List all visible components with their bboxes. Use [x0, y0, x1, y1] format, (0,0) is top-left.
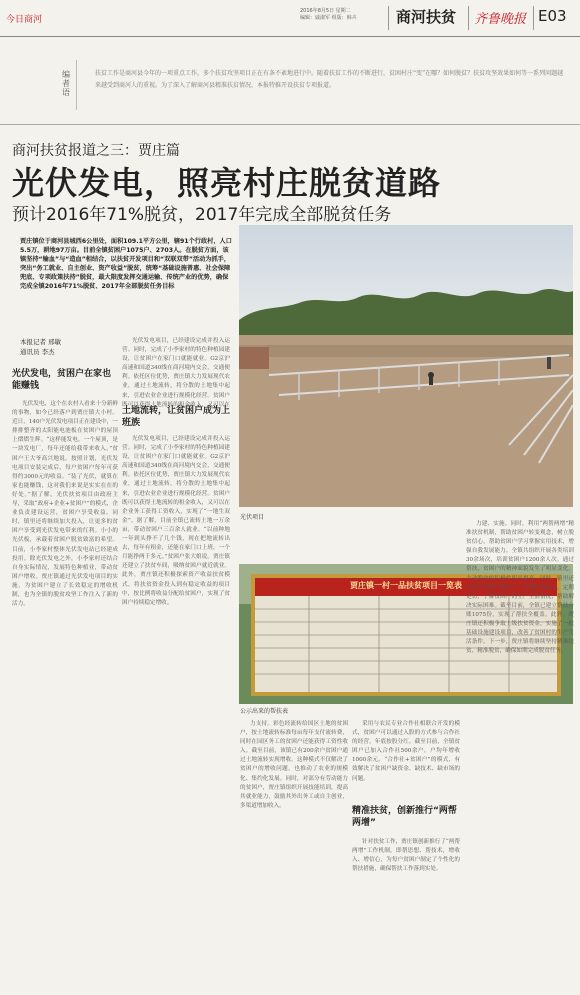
body-column-1: 光伏发电，这个在农村人看来十分新鲜的事物，如今已经落户到贾庄镇大小村。近日，140户光伏发电项目正在建设中，一排排整齐的太阳能电池板在贫困户的屋顶上熠熠生辉。“这样能发电，一个屋顶，是一块发电厂，每年还能给我带来收入。”贫困户王大爷高兴地说。按照计划，光伏发电项目安装完成后，每户贫困户每年可获得约3000元的收益。“装了光伏，就算在家也能赚钱，这对我们来说是实实在在的好处。”据了解，光伏扶贫项目由政府主导，采取“政府+企业+贫困户”的模式，企业负责建设运营，贫困户享受收益。同时，镇里还将继续加大投入，让更多的贫困户享受到光伏发电带来的红利。小小的光伏板，承载着贫困户脱贫致富的希望。目前，小李家村整体光伏发电站已经建成投用。除光伏发电之外，小李家村还结合自身实际情况，发展特色种植业，带动贫困户增收。贾庄镇通过光伏发电项目的实施，为贫困户建立了长效稳定的增收机制，也为全镇的脱贫攻坚工作注入了新的活力。 — [12, 401, 118, 608]
photo-caption-solar: 光伏项目 — [240, 514, 265, 521]
article-kicker: 商河扶贫报道之三：贾庄篇 — [12, 143, 180, 159]
body-column-3: 力支持。彩色经流转给国区土地的贫困户，按土地流转标准每亩每年支付流转费，同时在园区务工的贫困户还能获得工资性收入。截至目前，该镇已有200余户贫困户通过土地流转实现增收。这种模式不仅解决了贫困户的增收问题，也推动了农业的规模化、集约化发展。同时，对部分有劳动能力的贫困户，贾庄镇组织开展技能培训，提高其就业能力，鼓励其外出务工或自主创业，多渠道增加收入。 — [240, 721, 348, 809]
date-line — [300, 8, 357, 22]
page-number: E03 — [538, 7, 567, 25]
section-title: 商河扶贫 — [396, 8, 457, 26]
article-headline: 光伏发电，照亮村庄脱贫道路 — [12, 164, 442, 202]
masthead — [0, 0, 580, 38]
newspaper-logo: 齐鲁晚报 — [474, 12, 527, 27]
solar-project-photo — [239, 225, 573, 507]
board-title: 贾庄镇一村一品扶贫项目一览表 — [350, 581, 462, 590]
article-summary: 贾庄镇位于商河县城西6公里处，面积109.1平方公里，辖91个行政村，人口5.5万，耕地97万亩。目前全镇贫困户1075户、2703人。在脱贫方面，该镇坚持“输血”与“造血”相结合，以扶贫开发项目和“双联双带”活动为抓手，突出“务工就业、自主创业、资产收益”脱贫，统筹“基础设施普惠、社会保障兜底、专项政策扶持”脱贫，最大限度发挥交通运输、传统产业的优势，确保完成全镇2016年71%脱贫、2017年全部脱贫任务目标 — [20, 238, 232, 290]
byline-correspondent: 通讯员 李杰 — [20, 348, 55, 356]
subheading-solar: 光伏发电，贫困户在家也能赚钱 — [12, 369, 112, 391]
body-column-5: 力建、实施。同时，利用“两帮两增”精准扶贫机制，帮助贫困户转变观念，树立脱贫信心，帮助贫困户学习掌握实用技术，增强自我发展能力。全镇共组织开展各类培训30余场次，培训贫困户1200余人次。通过帮扶，贫困户的精神面貌发生了明显变化，主动脱贫的积极性明显提高。同时，镇里还为每户贫困户确定了一名帮扶责任人，定期走访，了解贫困户的生产生活情况，帮助解决实际困难。截至目前，全镇已建立帮扶台账1075份，实现了帮扶全覆盖。此外，贾庄镇还积极争取上级扶贫资金，实施了一批基础设施建设项目，改善了贫困村的生产生活条件。下一步，贾庄镇将继续坚持精准扶贫、精准脱贫，确保如期完成脱贫任务。 — [466, 521, 574, 655]
body-column-4-top: 采用与农民专业合作社相联合开发的模式，贫困户可以通过入股的方式参与合作社的经营，年底按股分红。截至目前，全镇贫困户已加入合作社500余户，户均年增收1000余元。“合作社+贫困户”的模式，有效解决了贫困户缺资金、缺技术、缺市场的问题。 — [352, 721, 460, 782]
divider — [468, 6, 469, 30]
divider — [388, 6, 389, 30]
article-subhead: 预计2016年71%脱贫，2017年完成全部脱贫任务 — [12, 205, 392, 225]
editor-note-label: 编者语 — [62, 70, 70, 97]
body-column-4: 针对扶贫工作，贾庄镇创新推行了“两帮两增”工作机制，即帮思想、帮技术，增收入、增信心，为每户贫困户制定了个性化的帮扶措施，确保帮扶工作落到实处。 — [352, 839, 460, 873]
divider — [0, 124, 580, 125]
photo-caption-board: 公示出来的帮扶表 — [240, 708, 289, 715]
subheading-precision-aid: 精准扶贫，创新推行“两帮两增” — [352, 806, 457, 828]
top-rule — [0, 36, 580, 37]
byline-reporter: 本报记者 邢敏 — [20, 338, 62, 346]
byline — [20, 337, 61, 357]
solar-field-image — [239, 225, 573, 507]
brand-label: 今日商河 — [6, 15, 43, 25]
subheading-land-transfer: 土地流转，让贫困户成为上班族 — [122, 406, 231, 428]
editor-credit: 编辑：戚淑军 组版：韩卉 — [300, 15, 357, 21]
divider — [533, 6, 534, 30]
editor-note-text: 扶贫工作是商河县今年的一项重点工作，多个扶贫攻坚项目正在有条不紊地进行中。随着扶贫工作的不断进行，贫困村庄“变”在哪？如何脱贫？扶贫攻坚效果如何等一系列问题越来越受到商河人的重视。为了深入了解商河县精准扶贫情况，本报特推开设扶贫专项报道。 — [95, 70, 564, 89]
body-column-2-top: 光伏发电项目，已经建设完成并投入运营。同时，完成了小李家村的特色种植园建设，让贫困户在家门口就能就业。G2京沪高速和国道340线在商河境内交会，交通便利。依托区位优势，贾庄镇大力发展现代农业，通过土地流转，将分散的土地集中起来，引进农业企业进行规模化经营。贫困户既可以获得土地流转的租金收入，又可以在 — [122, 338, 230, 407]
body-column-2: 光伏发电项目，已经建设完成并投入运营。同时，完成了小李家村的特色种植园建设，让贫困户在家门口就能就业。G2京沪高速和国道340线在商河境内交会，交通便利。依托区位优势，贾庄镇大力发展现代农业，通过土地流转，将分散的土地集中起来，引进农业企业进行规模化经营。贫困户既可以获得土地流转的租金收入，又可以在企业务工获得工资收入，实现了“一地生双金”。据了解，目前全镇已流转土地一万余亩，带动贫困户三百余人就业。“以前种地一年到头挣不了几个钱，现在把地流转出去，每年有租金，还能在家门口上班，一个月能挣两千多元。”贫困户张大娘说。贾庄镇还建立了扶贫车间，吸纳贫困户就近就业。此外，贾庄镇还积极探索资产收益扶贫模式，将扶贫资金投入到有稳定收益的项目中，按比例将收益分配给贫困户，实现了贫困户持续稳定增收。 — [122, 436, 230, 606]
publish-date: 2016年8月5日 星期二 — [300, 8, 351, 14]
